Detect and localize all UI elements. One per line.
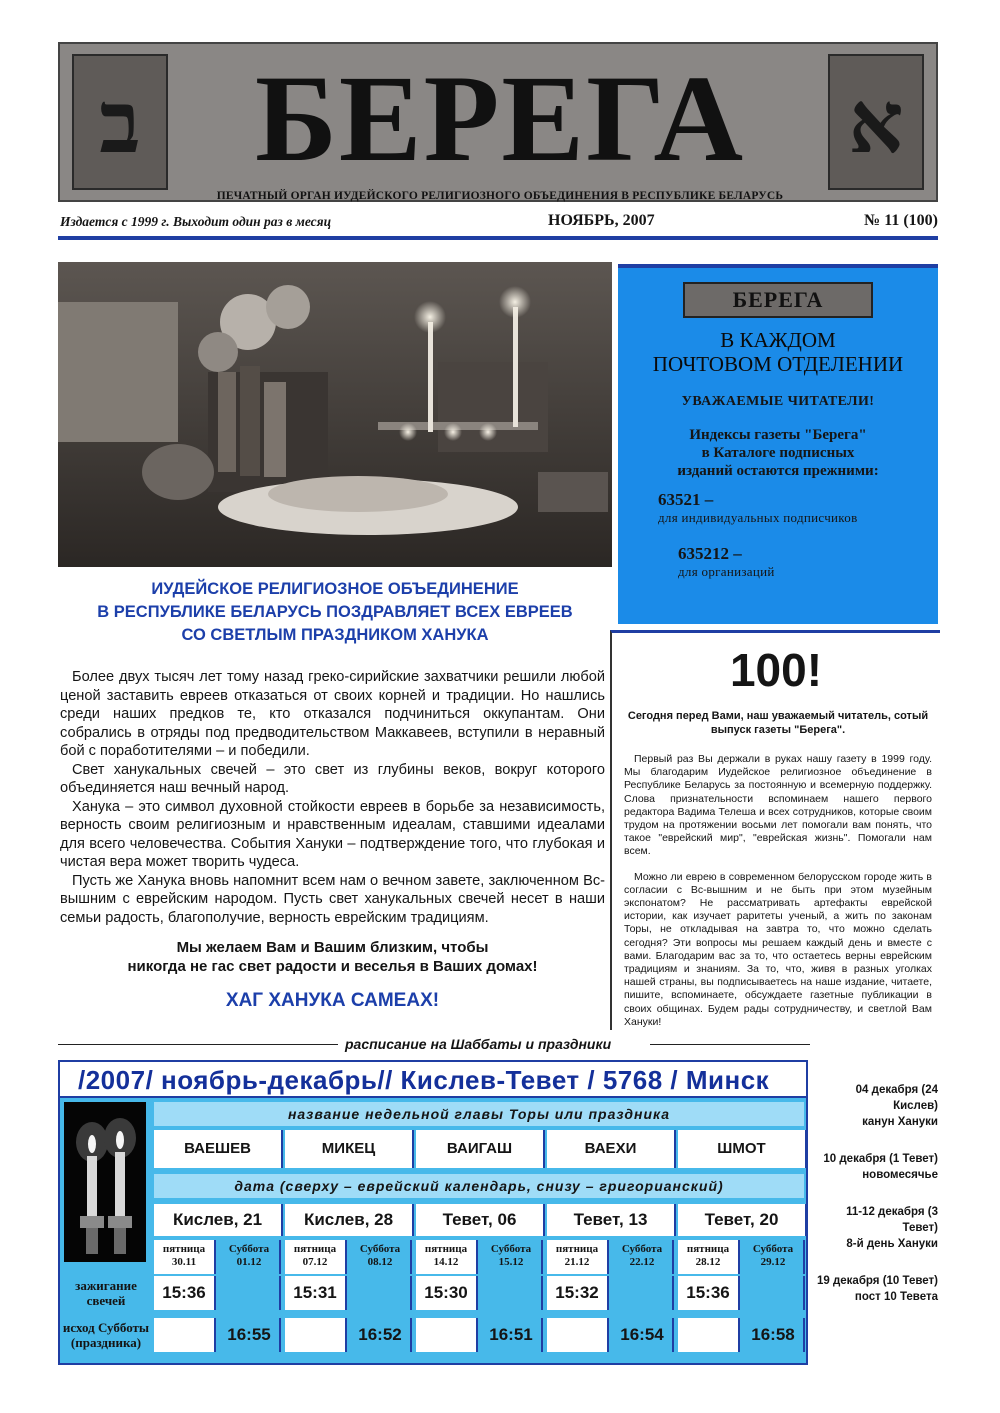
event-date: 11-12 декабря (3 Тевет) xyxy=(846,1206,938,1234)
greeting-line: В РЕСПУБЛИКЕ БЕЛАРУСЬ ПОЗДРАВЛЯЕТ ВСЕХ ЕВРЕЕВ xyxy=(97,603,573,621)
shabbat-end-time: 16:58 xyxy=(743,1318,805,1352)
friday-label: пятница xyxy=(162,1243,206,1255)
greeting-line: СО СВЕТЛЫМ ПРАЗДНИКОМ ХАНУКА xyxy=(181,626,489,644)
shabbat-end-time: 16:55 xyxy=(219,1318,281,1352)
events-list xyxy=(810,1082,938,1326)
publication-info: Издается с 1999 г. Выходит один раз в месяц xyxy=(60,214,332,229)
torah-portion-name: ВАЕШЕВ xyxy=(154,1130,283,1168)
event-name: 8-й день Хануки xyxy=(846,1238,938,1250)
event-name: пост 10 Тевета xyxy=(854,1291,938,1303)
shabbat-end-empty xyxy=(154,1318,216,1352)
saturday-gregorian-date: 29.12 xyxy=(760,1256,786,1268)
candle-lighting-time: 15:36 xyxy=(678,1276,740,1310)
friday-gregorian-date: 28.12 xyxy=(695,1256,721,1268)
friday-gregorian-date: 07.12 xyxy=(302,1256,328,1268)
friday-date xyxy=(678,1240,740,1274)
schedule-title: /2007/ ноябрь-декабрь// Кислев-Тевет / 5768 / Минск xyxy=(60,1062,806,1098)
hundred-headline: 100! xyxy=(729,644,823,696)
candles-illustration xyxy=(64,1102,146,1262)
hebrew-letter-right: א xyxy=(828,54,924,190)
caption-rule-right xyxy=(650,1044,810,1045)
event-date: 10 декабря (1 Тевет) xyxy=(823,1153,938,1165)
shabbat-end-empty xyxy=(547,1318,609,1352)
friday-gregorian-date: 30.11 xyxy=(171,1256,197,1268)
subscription-promo xyxy=(618,264,938,624)
candle-lighting-empty xyxy=(481,1276,543,1310)
subscription-index-organizations: 635212 – xyxy=(678,544,742,563)
wish-text xyxy=(60,938,605,976)
hebrew-letter-left: ב xyxy=(72,54,168,190)
header-rule xyxy=(58,236,938,240)
newspaper-title: БЕРЕГА xyxy=(254,50,746,187)
anniversary-column xyxy=(610,630,940,1030)
wish-line: никогда не гас свет радости и веселья в Ваших домах! xyxy=(127,958,538,975)
issue-date: НОЯБРЬ, 2007 xyxy=(548,212,655,229)
event-item xyxy=(810,1273,938,1305)
shabbat-end-empty xyxy=(678,1318,740,1352)
candle-lighting-empty xyxy=(350,1276,412,1310)
event-name: канун Хануки xyxy=(862,1116,938,1128)
saturday-date xyxy=(743,1240,805,1274)
issue-number: № 11 (100) xyxy=(864,212,938,229)
anniversary-lead: Сегодня перед Вами, наш уважаемый читатель, сотый выпуск газеты "Берега". xyxy=(627,710,929,736)
saturday-gregorian-date: 01.12 xyxy=(236,1256,262,1268)
schedule-caption: расписание на Шаббаты и праздники xyxy=(345,1036,612,1052)
anniversary-paragraph: Первый раз Вы держали в руках нашу газету в 1999 году. Мы благодарим Иудейское религиозное объединение в Республике Беларусь за постоянную и всемерную поддержку. Слова признательности вспоминаем нашего первого редактора Вадима Телеша и всех сотрудников, которые своим трудом на протяжении восьми лет помогали вам понять, что такое "еврейский мир", "еврейская жизнь". Помогали нам всем. xyxy=(624,753,932,858)
promo-headline-line: ПОЧТОВОМ ОТДЕЛЕНИИ xyxy=(652,352,904,376)
shabbat-end-empty xyxy=(416,1318,478,1352)
promo-headline-line: В КАЖДОМ xyxy=(720,328,836,352)
event-date: 19 декабря (10 Тевет) xyxy=(816,1275,938,1287)
friday-date xyxy=(285,1240,347,1274)
candle-lighting-empty xyxy=(743,1276,805,1310)
subscription-index-organizations-label: для организаций xyxy=(678,564,775,579)
shabbat-end-time: 16:52 xyxy=(350,1318,412,1352)
anniversary-paragraph: Можно ли еврею в современном белорусском городе жить в согласии с Вс-вышним и не быть при этом музейным экспонатом? Не рассматривать артефакты еврейской истории, как изучает раритеты ученый, а жить по законам Торы, не откладывая на завтра то, что можно сделать сегодня? Эти вопросы мы решаем каждый день и вместе с вами. Благодарим вас за то, что остаетесь верны еврейским традициям и знаниям. За то, что, живя в разных уголках нашей страны, вы подписываетесь на наше издание, читаете, пишите, вспоминаете, обсуждаете газетные публикации в своих общинах. Будем рады сотрудничеству, и светлой Вам Хануки! xyxy=(624,870,932,1028)
saturday-gregorian-date: 15.12 xyxy=(498,1256,524,1268)
shabbat-end-label: исход Субботы (праздника) xyxy=(62,1320,150,1350)
greeting-headline xyxy=(60,578,610,647)
friday-date xyxy=(547,1240,609,1274)
anniversary-text xyxy=(624,753,932,1029)
article-body xyxy=(60,668,605,927)
organization-line: ПЕЧАТНЫЙ ОРГАН ИУДЕЙСКОГО РЕЛИГИОЗНОГО ОБЪЕДИНЕНИЯ В РЕСПУБЛИКЕ БЕЛАРУСЬ xyxy=(216,190,784,202)
event-item xyxy=(810,1204,938,1252)
event-item xyxy=(810,1082,938,1130)
shabbat-end-time: 16:54 xyxy=(612,1318,674,1352)
saturday-date xyxy=(350,1240,412,1274)
saturday-label: Суббота xyxy=(359,1243,401,1255)
masthead xyxy=(58,42,938,202)
hebrew-date: Кислев, 28 xyxy=(285,1204,414,1236)
friday-label: пятница xyxy=(555,1243,599,1255)
saturday-label: Суббота xyxy=(490,1243,532,1255)
candle-lighting-time: 15:31 xyxy=(285,1276,347,1310)
mini-logo: БЕРЕГА xyxy=(683,282,873,318)
promo-index-line: изданий остаются прежними: xyxy=(677,463,879,479)
shabbat-end-time: 16:51 xyxy=(481,1318,543,1352)
friday-label: пятница xyxy=(686,1243,730,1255)
hag-hanukkah-sameach: ХАГ ХАНУКА САМЕАХ! xyxy=(225,990,440,1011)
greeting-line: ИУДЕЙСКОЕ РЕЛИГИОЗНОЕ ОБЪЕДИНЕНИЕ xyxy=(151,580,519,598)
torah-portion-name: ВАИГАШ xyxy=(416,1130,545,1168)
saturday-gregorian-date: 22.12 xyxy=(629,1256,655,1268)
saturday-date xyxy=(481,1240,543,1274)
saturday-label: Суббота xyxy=(621,1243,663,1255)
article-paragraph: Более двух тысяч лет тому назад греко-сирийские захватчики решили любой ценой заставить евреев отказаться от своих корней и традиции. Но нашлись среди наших предков те, кто отказался подчиниться оккупантам. Они собрались в отряды под предводительством Маккавеев, вступили в неравный бой с поработителями – и победили. xyxy=(60,669,605,759)
torah-portion-name: ШМОТ xyxy=(678,1130,807,1168)
article-paragraph: Свет ханукальных свечей – это свет из глубины веков, вокруг которого объединяется наш вечный народ. xyxy=(60,761,605,796)
article-paragraph: Ханука – это символ духовной стойкости евреев в борьбе за независимость, верность своим религиозным и нравственным идеалам, ставшими идеалами для всего человечества. События Хануки – подтверждение того, что глубокая и чистая вера может творить чудеса. xyxy=(60,798,605,870)
subscription-index-individual: 63521 – xyxy=(658,490,714,509)
candle-lighting-empty xyxy=(219,1276,281,1310)
candle-lighting-empty xyxy=(612,1276,674,1310)
subscription-index-individual-label: для индивидуальных подписчиков xyxy=(658,510,858,525)
torah-portion-band: название недельной главы Торы или праздника xyxy=(154,1102,804,1126)
promo-index-line: Индексы газеты "Берега" xyxy=(689,427,867,443)
issue-info-bar xyxy=(58,210,938,236)
hebrew-date: Кислев, 21 xyxy=(154,1204,283,1236)
torah-portion-name: МИКЕЦ xyxy=(285,1130,414,1168)
caption-rule-left xyxy=(58,1044,338,1045)
friday-date xyxy=(154,1240,216,1274)
candle-lighting-label: зажигание свечей xyxy=(75,1278,137,1308)
promo-headline xyxy=(618,328,938,376)
promo-dear-readers: УВАЖАЕМЫЕ ЧИТАТЕЛИ! xyxy=(681,394,875,409)
article-paragraph: Пусть же Ханука вновь напомнит всем нам о вечном завете, заключенном Вс-вышним с еврейским народом. Пусть свет ханукальных свечей несет в наши семьи радость, благополучие, верность еврейским традициям. xyxy=(60,872,605,926)
friday-label: пятница xyxy=(293,1243,337,1255)
hebrew-date: Тевет, 20 xyxy=(678,1204,807,1236)
saturday-gregorian-date: 08.12 xyxy=(367,1256,393,1268)
friday-gregorian-date: 21.12 xyxy=(564,1256,590,1268)
hebrew-date: Тевет, 06 xyxy=(416,1204,545,1236)
friday-label: пятница xyxy=(424,1243,468,1255)
event-item xyxy=(810,1151,938,1183)
still-life-illustration xyxy=(58,262,612,567)
event-name: новомесячье xyxy=(862,1169,938,1181)
shabbat-end-empty xyxy=(285,1318,347,1352)
promo-index-text xyxy=(618,426,938,480)
friday-date xyxy=(416,1240,478,1274)
saturday-label: Суббота xyxy=(752,1243,794,1255)
hebrew-date: Тевет, 13 xyxy=(547,1204,676,1236)
saturday-date xyxy=(219,1240,281,1274)
candle-lighting-time: 15:36 xyxy=(154,1276,216,1310)
date-band: дата (сверху – еврейский календарь, снизу – григорианский) xyxy=(154,1174,804,1198)
torah-portion-name: ВАЕХИ xyxy=(547,1130,676,1168)
event-date: 04 декабря (24 Кислев) xyxy=(855,1084,938,1112)
candle-lighting-time: 15:32 xyxy=(547,1276,609,1310)
candle-lighting-time: 15:30 xyxy=(416,1276,478,1310)
saturday-date xyxy=(612,1240,674,1274)
friday-gregorian-date: 14.12 xyxy=(433,1256,459,1268)
wish-line: Мы желаем Вам и Вашим близким, чтобы xyxy=(176,939,489,956)
promo-index-line: в Каталоге подписных xyxy=(701,445,855,461)
saturday-label: Суббота xyxy=(228,1243,270,1255)
hanukkah-still-life-photo xyxy=(58,262,612,567)
shabbat-schedule-table xyxy=(58,1060,808,1365)
candles-photo xyxy=(64,1102,146,1262)
